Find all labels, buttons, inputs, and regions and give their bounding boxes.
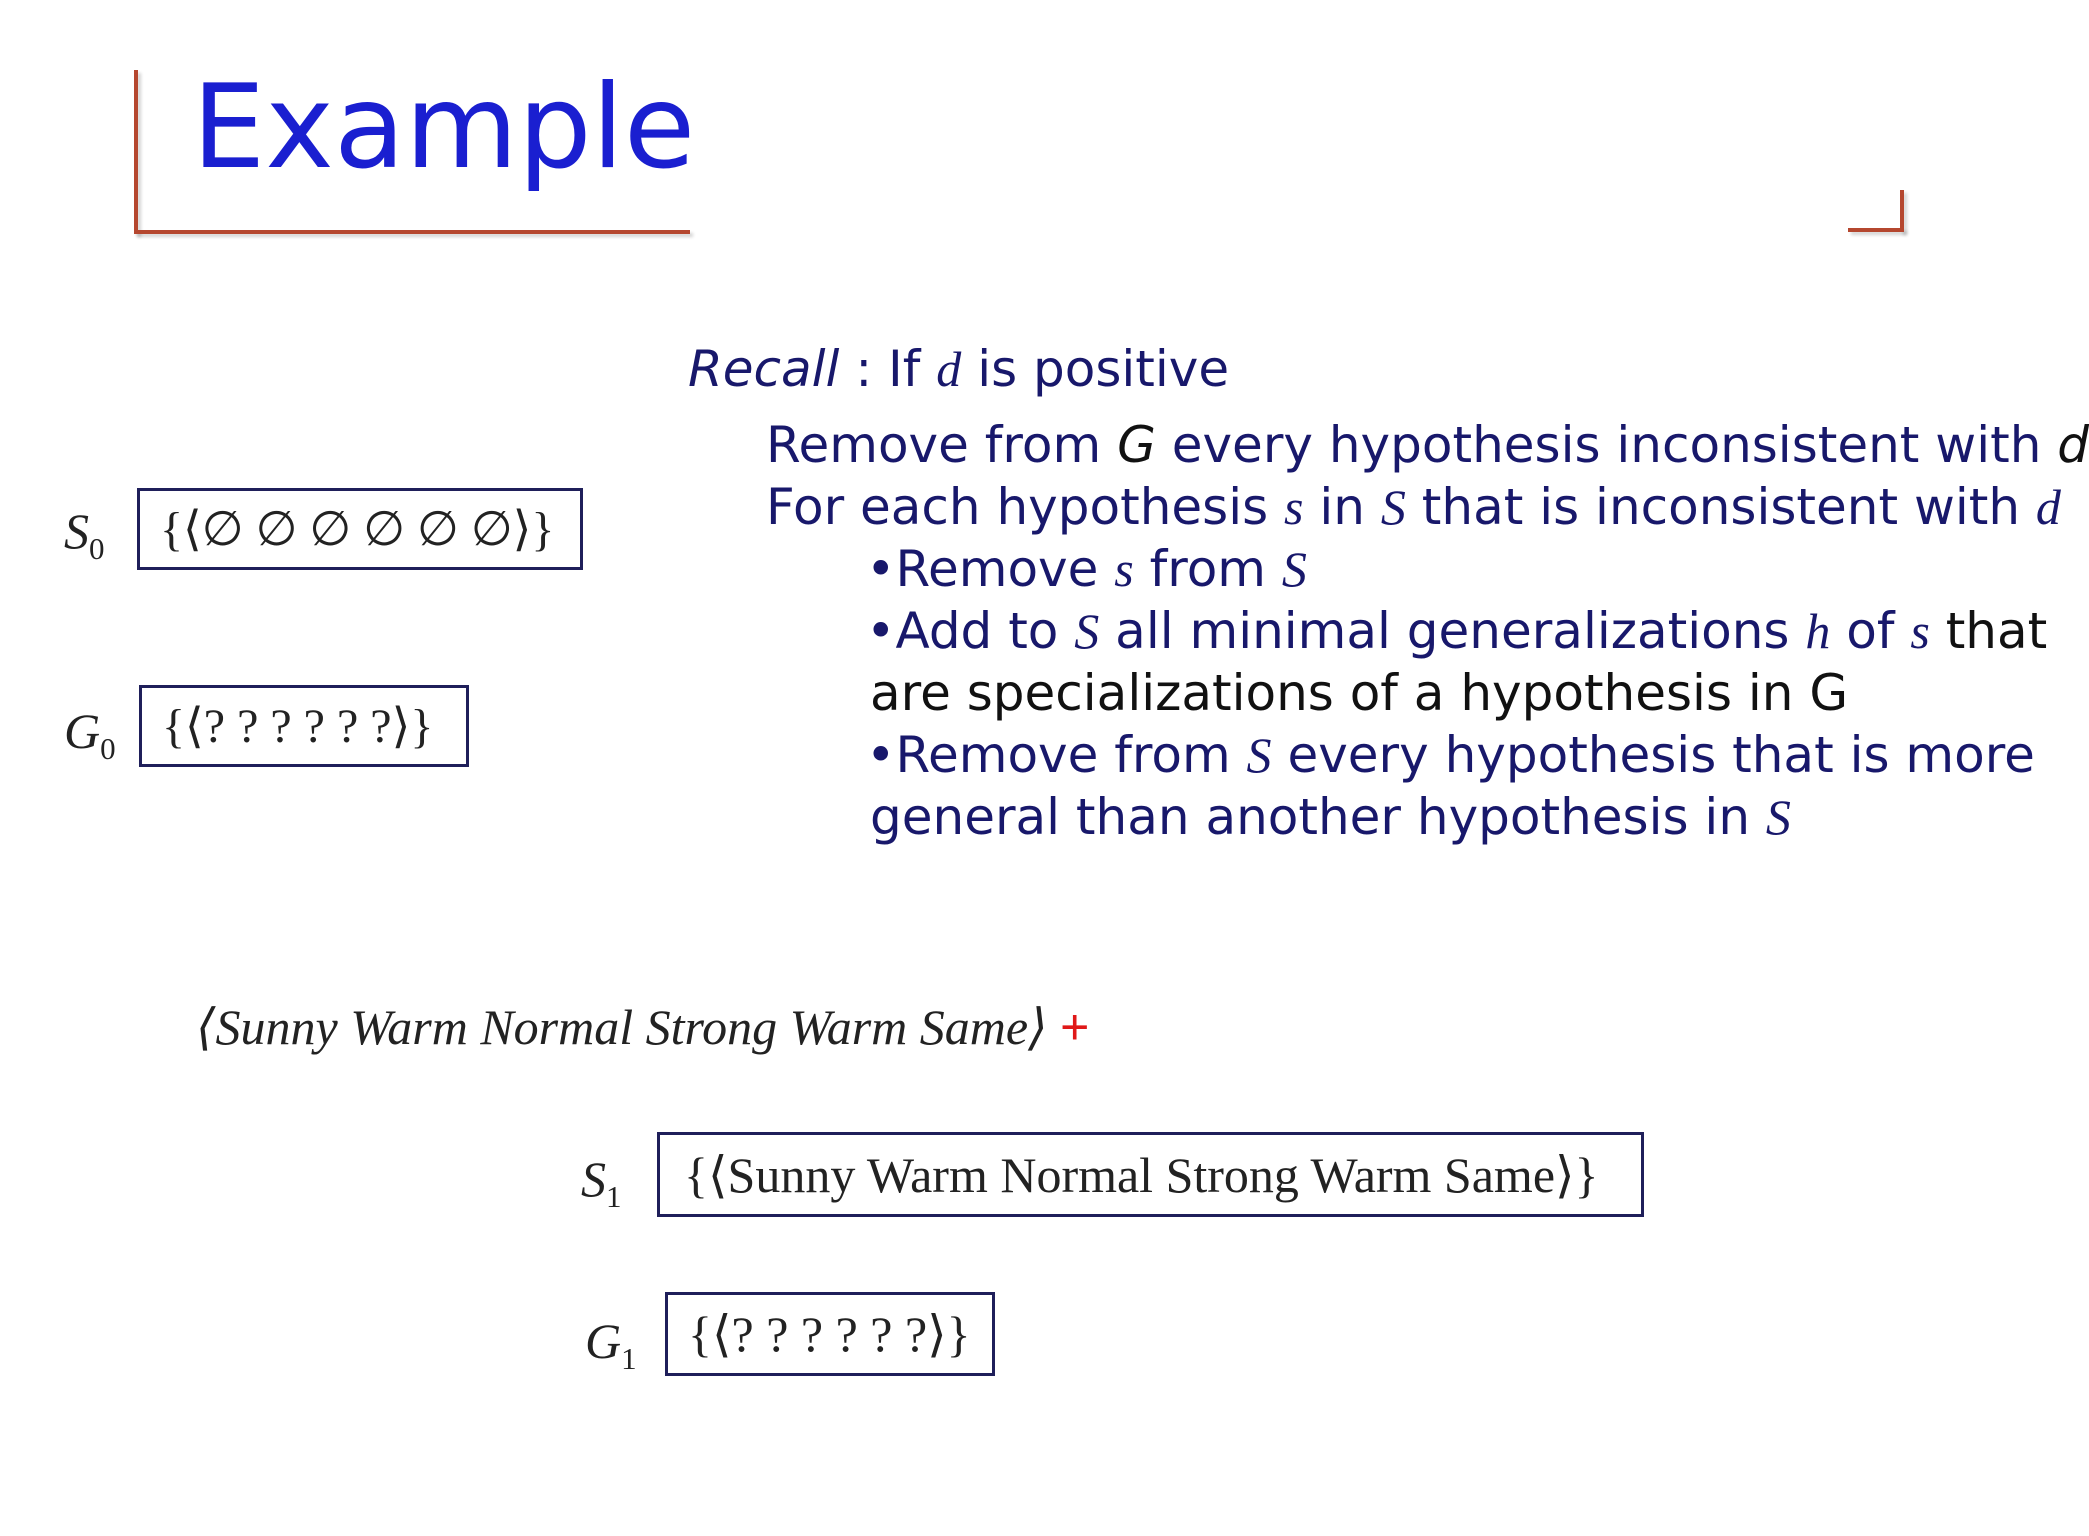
text-span: every hypothesis inconsistent with xyxy=(1155,416,2058,474)
recall-bullet-remove-more-general-cont xyxy=(870,788,1791,846)
text-span: •Remove xyxy=(866,540,1115,598)
s0-box xyxy=(137,488,583,570)
text-span: •Add to xyxy=(866,602,1075,660)
text-span: all minimal generalizations xyxy=(1099,602,1806,660)
text-span: from xyxy=(1133,540,1282,598)
s0-subscript: 0 xyxy=(89,530,105,566)
g1-box xyxy=(665,1292,995,1376)
corner-bracket-horizontal xyxy=(1848,228,1904,232)
recall-line-remove-from-g xyxy=(766,416,2089,474)
var-S: S xyxy=(1281,541,1307,597)
g0-subscript: 0 xyxy=(100,730,116,766)
var-G: G xyxy=(1117,416,1156,474)
var-S: S xyxy=(1246,727,1272,783)
recall-bullet-remove-s xyxy=(866,540,1307,598)
s0-letter: S xyxy=(64,503,89,559)
s1-value: {⟨Sunny Warm Normal Strong Warm Same⟩} xyxy=(684,1146,1599,1203)
recall-bullet-add-generalizations-cont: are specializations of a hypothesis in G xyxy=(870,664,1849,722)
g0-letter: G xyxy=(64,703,101,759)
slide-title: Example xyxy=(192,60,696,195)
recall-heading-text-b: is positive xyxy=(961,340,1230,398)
title-frame-bottom-border xyxy=(134,230,690,234)
text-span: in xyxy=(1303,478,1381,536)
title-frame-left-border xyxy=(134,70,138,234)
text-span: For each hypothesis xyxy=(766,478,1285,536)
corner-bracket-vertical xyxy=(1900,190,1904,232)
var-s: s xyxy=(1114,541,1134,597)
g1-label xyxy=(585,1312,637,1377)
var-d: d xyxy=(2057,416,2089,474)
text-span: that xyxy=(1929,602,2048,660)
s0-label xyxy=(64,502,105,567)
var-S: S xyxy=(1380,479,1406,535)
positive-label: + xyxy=(1060,999,1090,1055)
g0-box xyxy=(139,685,469,767)
recall-heading-text-a: : If xyxy=(839,340,937,398)
recall-bullet-add-generalizations xyxy=(866,602,2048,660)
training-example xyxy=(196,998,1089,1056)
text-span: •Remove from xyxy=(866,726,1247,784)
s0-value: {⟨∅ ∅ ∅ ∅ ∅ ∅⟩} xyxy=(160,503,555,556)
var-S: S xyxy=(1765,789,1791,845)
g1-value: {⟨? ? ? ? ? ?⟩} xyxy=(688,1306,971,1362)
text-span: every hypothesis that is more xyxy=(1271,726,2035,784)
g1-letter: G xyxy=(585,1313,622,1369)
s1-letter: S xyxy=(581,1151,606,1207)
text-span: general than another hypothesis in xyxy=(870,788,1766,846)
recall-line-for-each-s xyxy=(766,478,2061,536)
example-instance-text: ⟨Sunny Warm Normal Strong Warm Same⟩ xyxy=(196,999,1048,1055)
var-s: s xyxy=(1910,603,1930,659)
s1-subscript: 1 xyxy=(606,1178,622,1214)
var-S: S xyxy=(1074,603,1100,659)
s1-label xyxy=(581,1150,622,1215)
recall-bullet-remove-more-general xyxy=(866,726,2035,784)
s1-box xyxy=(657,1132,1644,1217)
text-span: of xyxy=(1830,602,1911,660)
var-h: h xyxy=(1805,603,1831,659)
var-s: s xyxy=(1284,479,1304,535)
var-d: d xyxy=(2035,479,2061,535)
g0-label xyxy=(64,702,116,767)
recall-word: Recall xyxy=(688,340,840,398)
recall-heading xyxy=(688,340,1230,398)
text-span: Remove from xyxy=(766,416,1118,474)
g0-value: {⟨? ? ? ? ? ?⟩} xyxy=(162,700,434,753)
text-span: that is inconsistent with xyxy=(1405,478,2036,536)
recall-heading-var-d: d xyxy=(936,341,962,397)
g1-subscript: 1 xyxy=(621,1340,637,1376)
